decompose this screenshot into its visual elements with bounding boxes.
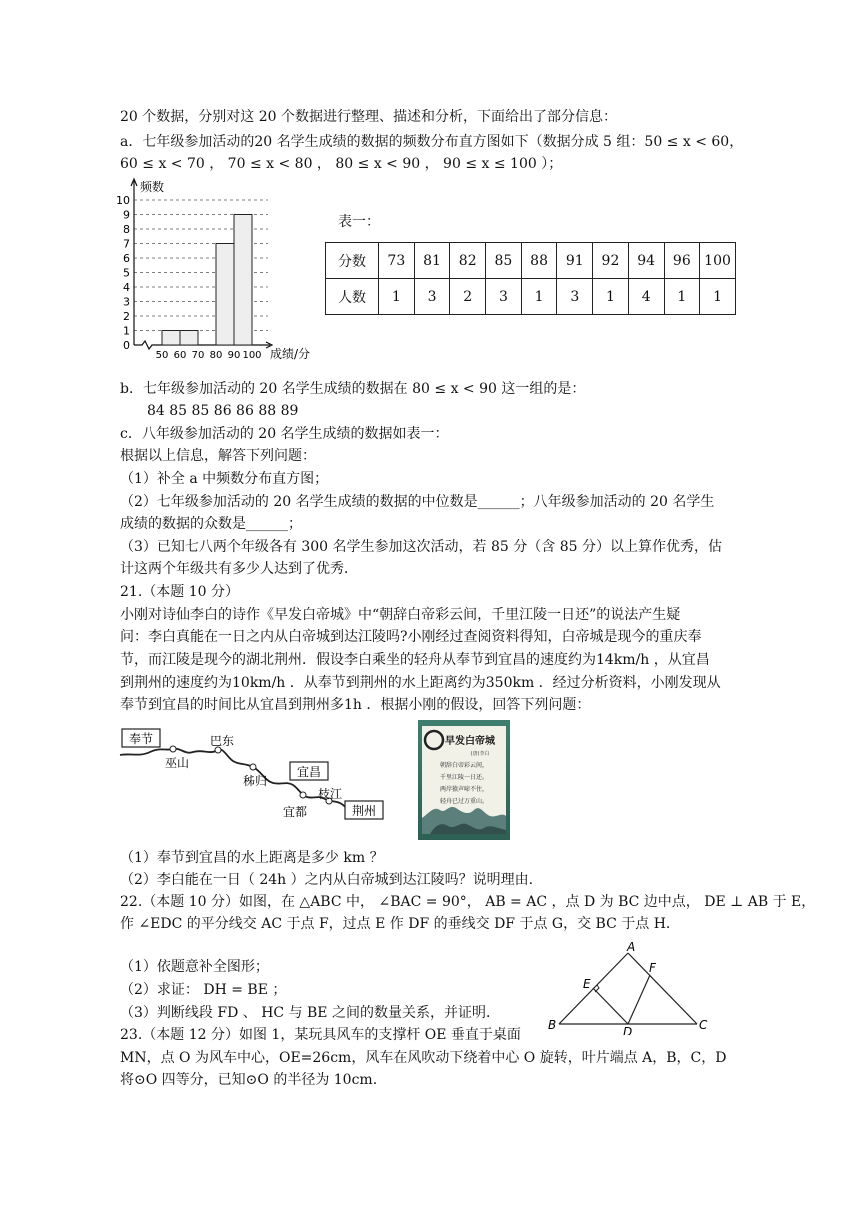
text-line: 到荆州的速度约为10km/h ．从奉节到荆州的水上距离约为350km ．经过分析资料，小刚发现从 <box>120 675 721 691</box>
y-tick-label: 0 <box>123 339 130 352</box>
vertex-E: E <box>583 977 591 991</box>
x-tick-label: 90 <box>227 350 241 361</box>
text-line: 奉节到宜昌的时间比从宜昌到荆州多1h ．根据小刚的假设，回答下列问题： <box>120 697 591 713</box>
text-line: （2）李白能在一日（ 24h ）之内从白帝城到达江陵吗？说明理由. <box>120 872 534 888</box>
score-cell: 96 <box>664 243 700 279</box>
score-cell: 82 <box>450 243 486 279</box>
score-cell: 88 <box>521 243 557 279</box>
y-tick-label: 5 <box>123 266 130 280</box>
score-cell: 91 <box>557 243 593 279</box>
text-line: 将⊙O 四等分，已知⊙O 的半径为 10cm. <box>120 1072 378 1088</box>
y-tick-label: 4 <box>123 281 130 294</box>
text-line: 84 85 85 86 86 88 89 <box>147 403 299 419</box>
text-line: a．七年级参加活动的20 名学生成绩的数据的频数分布直方图如下（数据分成 5 组：50 ≤ x < 60， <box>120 134 744 150</box>
text-line: 计这两个年级共有多少人达到了优秀． <box>120 561 358 577</box>
count-cell: 1 <box>700 279 736 315</box>
table-row <box>326 243 736 279</box>
y-tick-label: 9 <box>123 208 130 222</box>
y-tick-label: 10 <box>116 194 130 207</box>
score-cell: 94 <box>628 243 664 279</box>
x-tick-label: 50 <box>155 350 169 361</box>
score-cell: 81 <box>414 243 450 279</box>
text-line: MN，点 O 为风车中心，OE=26cm，风车在风吹动下绕着中心 O 旋转，叶片端点 A，B，C，D <box>120 1050 727 1066</box>
score-cell: 100 <box>700 243 736 279</box>
poem-card <box>418 720 510 840</box>
text-line: 节，而江陵是现今的湖北荆州．假设李白乘坐的轻舟从奉节到宜昌的速度约为14km/h ，从宜昌 <box>120 652 710 668</box>
question-21-heading: 21.（本题 10 分） <box>120 584 239 600</box>
place-wushan: 巫山 <box>164 756 190 770</box>
x-tick-label: 60 <box>173 350 187 361</box>
place-badong: 巴东 <box>209 734 235 748</box>
x-tick-label: 70 <box>191 350 205 361</box>
histogram-bar <box>234 215 252 346</box>
histogram-bar <box>216 244 234 346</box>
text-line: （1）依题意补全图形； <box>120 959 269 975</box>
vertex-D: D <box>623 1025 633 1035</box>
text-line: 问：李白真能在一日之内从白帝城到达江陵吗?小刚经过查阅资料得知，白帝城是现今的重庆奉 <box>120 629 702 645</box>
table-caption: 表一： <box>338 214 380 230</box>
count-cell: 4 <box>628 279 664 315</box>
text-line: （3）已知七八两个年级各有 300 名学生参加这次活动，若 85 分（含 85 分）以上算作优秀，估 <box>120 539 722 555</box>
table-row-header: 人数 <box>326 279 379 315</box>
y-tick-label: 7 <box>123 237 130 251</box>
text-line: （2）七年级参加活动的 20 名学生成绩的数据的中位数是______；八年级参加活动的 20 名学生 <box>120 494 715 510</box>
text-line: 成绩的数据的众数是______； <box>120 516 302 532</box>
triangle-figure <box>545 940 715 1035</box>
text-line: （1）奉节到宜昌的水上距离是多少 km ？ <box>120 850 384 866</box>
y-tick-label: 3 <box>123 295 130 309</box>
vertex-F: F <box>649 961 656 975</box>
x-tick-label: 80 <box>209 350 223 361</box>
y-tick-label: 1 <box>123 324 130 338</box>
poem-line: 轻舟已过万重山。 <box>439 798 489 805</box>
x-axis-label: 成绩/分 <box>270 347 311 361</box>
y-tick-label: 6 <box>123 252 130 265</box>
place-yidu: 宜都 <box>282 805 308 819</box>
score-cell: 92 <box>593 243 629 279</box>
text-line: （2）求证： DH = BE ； <box>120 982 287 998</box>
count-cell: 1 <box>521 279 557 315</box>
count-cell: 3 <box>486 279 522 315</box>
count-cell: 1 <box>593 279 629 315</box>
text-line: （1）补全 a 中频数分布直方图； <box>120 471 329 487</box>
frequency-histogram <box>110 175 315 365</box>
table-row <box>326 279 736 315</box>
place-yichang: 宜昌 <box>296 765 322 779</box>
poem-line: 两岸猿声啼不住， <box>439 786 489 793</box>
score-cell: 73 <box>379 243 415 279</box>
place-zigui: 秭归 <box>242 774 268 788</box>
text-line: 20 个数据，分别对这 20 个数据进行整理、描述和分析，下面给出了部分信息： <box>120 109 617 125</box>
text-line: 根据以上信息，解答下列问题： <box>120 448 316 464</box>
vertex-C: C <box>699 1018 708 1032</box>
table-row-header: 分数 <box>326 243 379 279</box>
count-cell: 3 <box>557 279 593 315</box>
y-axis-label: 频数 <box>140 180 165 194</box>
score-cell: 85 <box>486 243 522 279</box>
count-cell: 1 <box>379 279 415 315</box>
count-cell: 1 <box>664 279 700 315</box>
question-22-heading: 22.（本题 10 分）如图，在 △ABC 中， ∠BAC = 90°， AB = AC ，点 D 为 BC 边中点， DE ⊥ AB 于 E， <box>120 894 816 910</box>
vertex-B: B <box>548 1018 557 1032</box>
place-zhijiang: 枝江 <box>317 787 343 801</box>
question-23-heading: 23.（本题 12 分）如图 1，某玩具风车的支撑杆 OE 垂直于桌面 <box>120 1027 521 1043</box>
histogram-bar <box>162 331 180 346</box>
score-table <box>325 242 736 315</box>
text-line: 作 ∠EDC 的平分线交 AC 于点 F，过点 E 作 DF 的垂线交 DF 于点 G，交 BC 于点 H． <box>120 916 680 932</box>
histogram-bar <box>180 331 198 346</box>
poem-title: 早发白帝城 <box>445 736 495 747</box>
poem-author: (唐)李白 <box>470 751 490 757</box>
poem-line: 千里江陵一日还。 <box>439 774 489 781</box>
y-tick-label: 2 <box>123 310 130 323</box>
place-jingzhou: 荆州 <box>351 804 377 818</box>
poem-line: 朝辞白帝彩云间， <box>439 762 489 769</box>
place-fengjie: 奉节 <box>128 732 154 746</box>
text-line: （3）判断线段 FD 、 HC 与 BE 之间的数量关系，并证明． <box>120 1005 500 1021</box>
count-cell: 2 <box>450 279 486 315</box>
river-map <box>115 725 385 830</box>
text-line: 小刚对诗仙李白的诗作《早发白帝城》中“朝辞白帝彩云间，千里江陵一日还”的说法产生疑 <box>120 607 681 623</box>
x-tick-label: 100 <box>242 350 262 361</box>
y-tick-label: 8 <box>123 223 130 236</box>
vertex-A: A <box>627 940 636 954</box>
text-line: 60 ≤ x < 70 ， 70 ≤ x < 80 ， 80 ≤ x < 90 ， 90 ≤ x ≤ 100 ）； <box>120 156 563 172</box>
count-cell: 3 <box>414 279 450 315</box>
text-line: c．八年级参加活动的 20 名学生成绩的数据如表一： <box>120 426 449 442</box>
text-line: b．七年级参加活动的 20 名学生成绩的数据在 80 ≤ x < 90 这一组的是： <box>120 381 586 397</box>
